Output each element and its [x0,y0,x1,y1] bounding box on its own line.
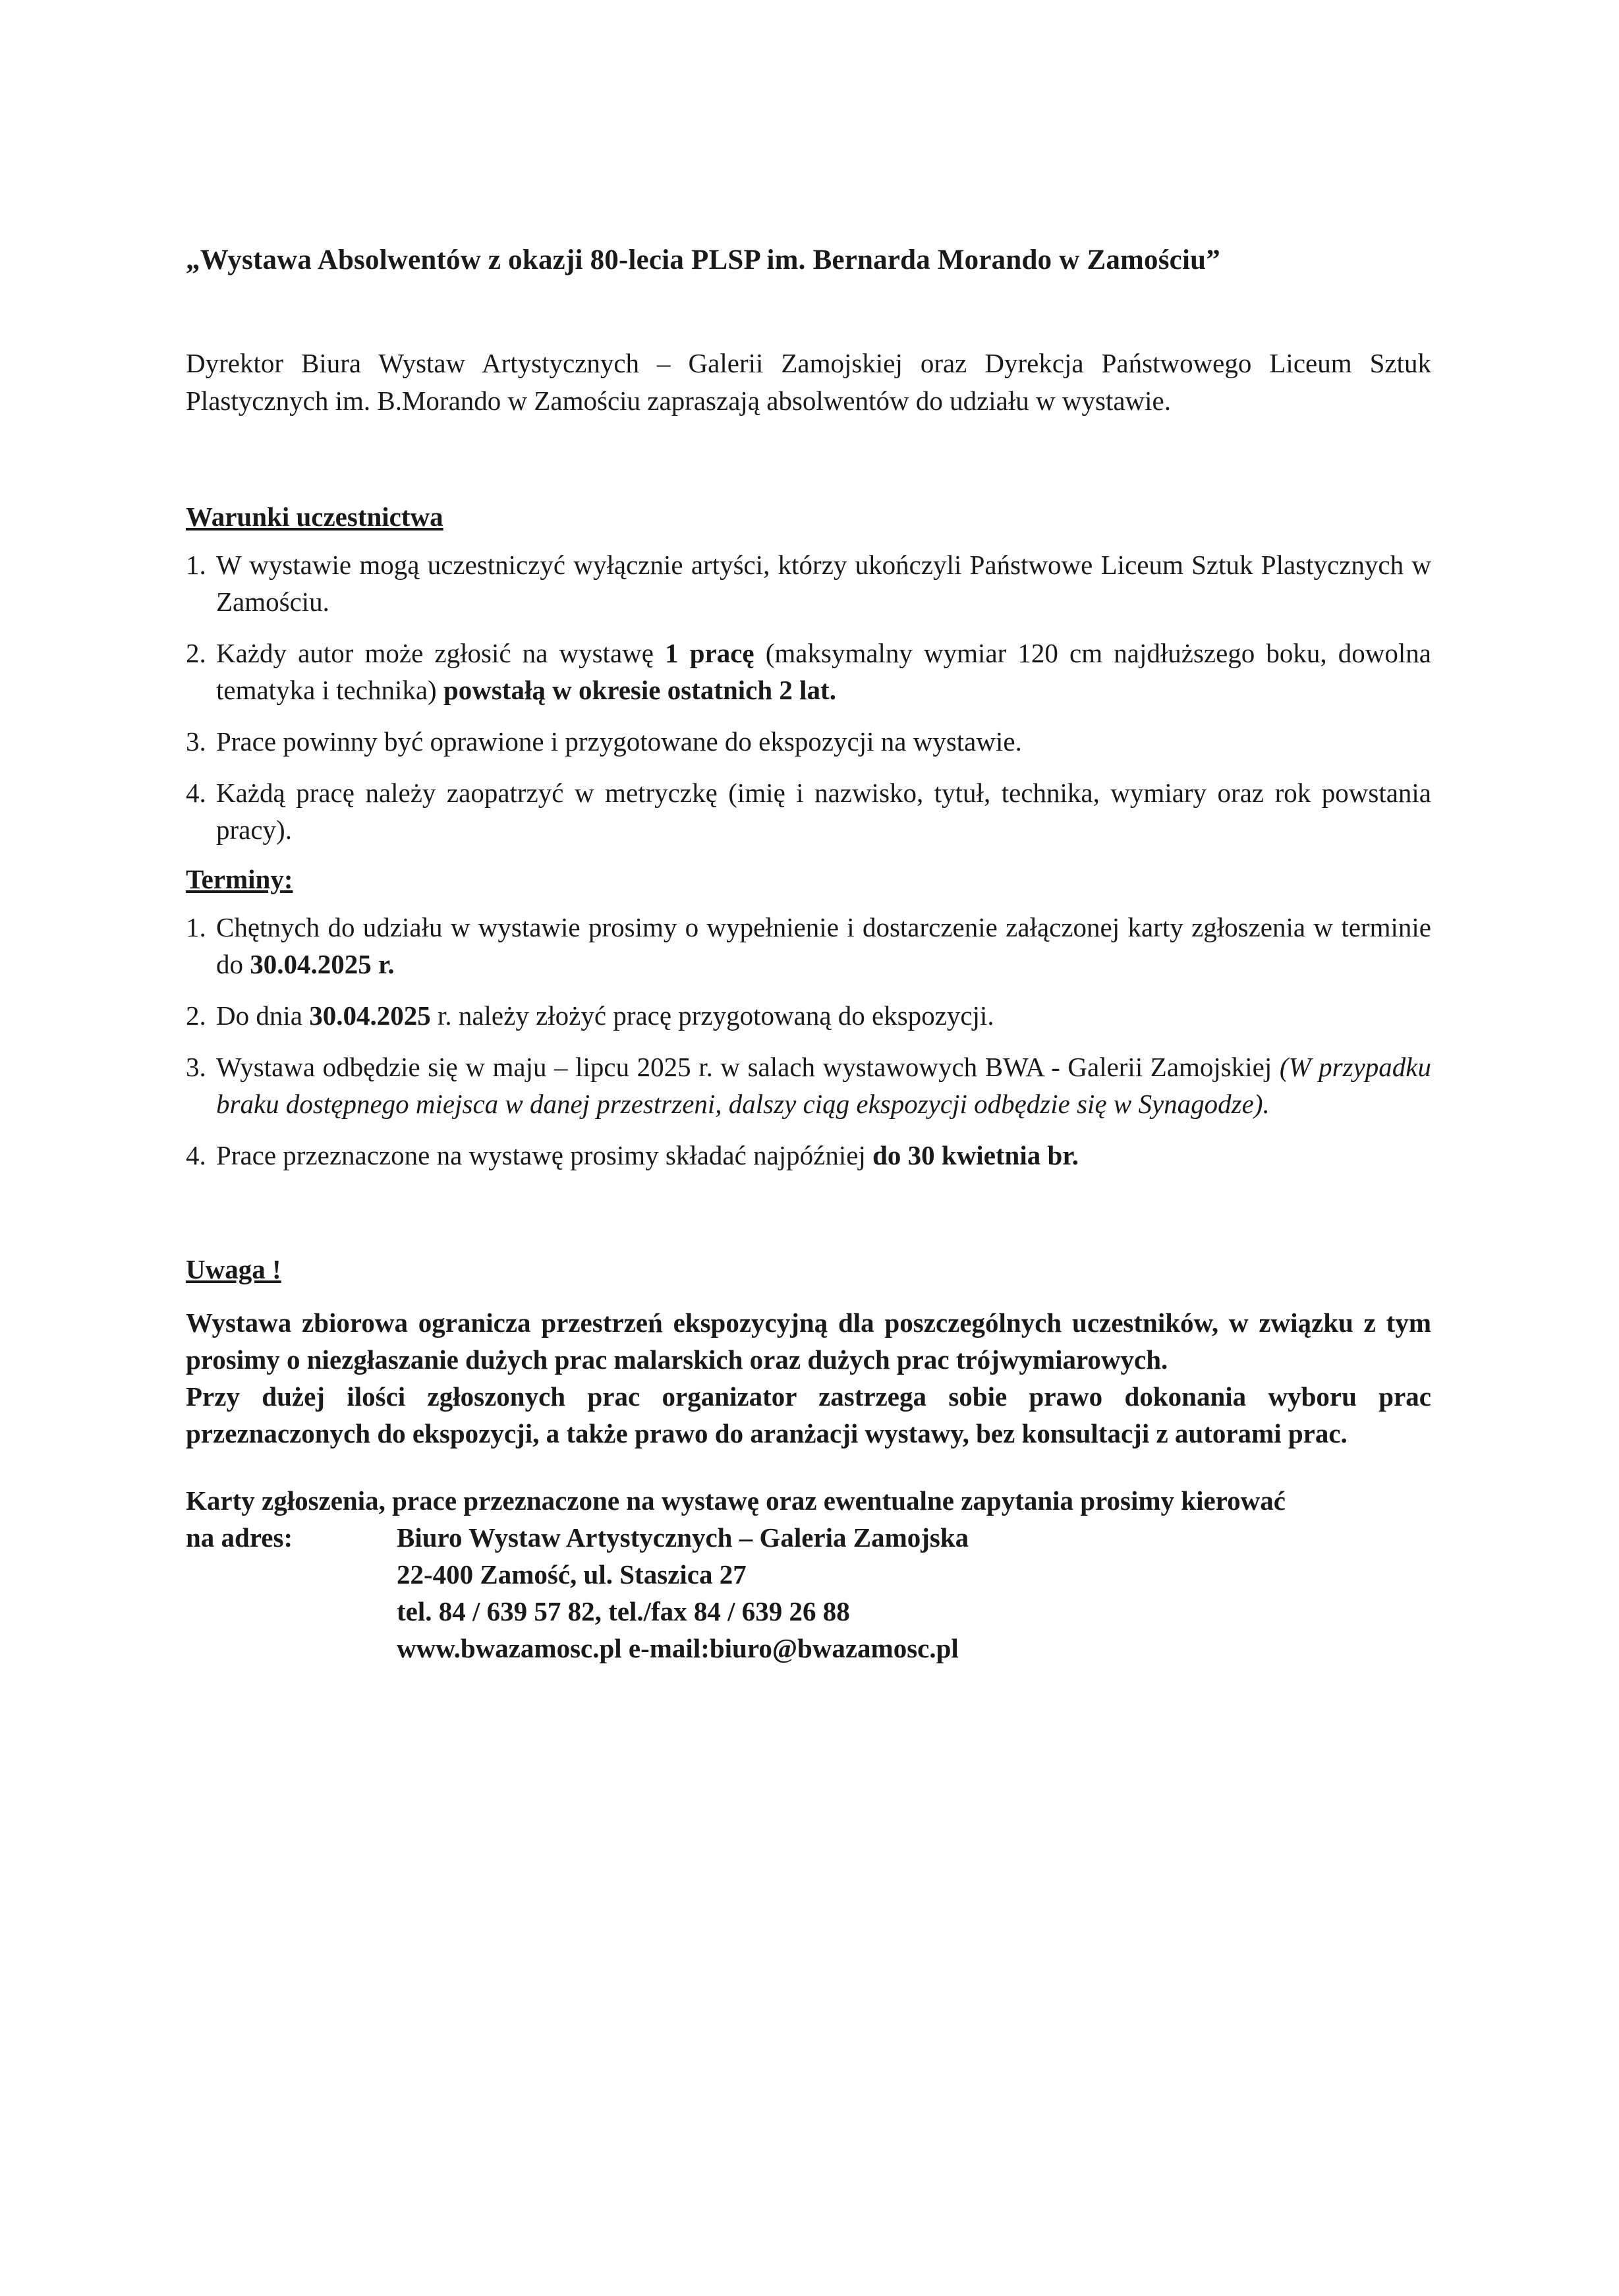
deadlines-list [186,909,1431,1174]
final-deadline: do 30 kwietnia br. [872,1140,1079,1170]
time-limit-emphasis: powstałą w okresie ostatnich 2 lat. [443,675,836,705]
condition-item-3: 3. Prace powinny być oprawione i przygotowane do ekspozycji na wystawie. [186,726,1022,757]
deadline-item-2: 2. Do dnia 30.04.2025 r. należy złożyć pracę przygotowaną do ekspozycji. [186,1000,994,1031]
application-deadline: 30.04.2025 r. [250,949,395,979]
address-lines [397,1519,1431,1667]
notice-heading: Uwaga ! [186,1254,281,1284]
single-work-emphasis: 1 pracę [665,638,754,668]
condition-item-2: 2. Każdy autor może zgłosić na wystawę 1 pracę (maksymalny wymiar 120 cm najdłuższego boku, dowolna tematyka i technika) powstałą w okresie ostatnich 2 lat. [186,638,1431,705]
condition-item-1: 1. W wystawie mogą uczestniczyć wyłącznie artyści, którzy ukończyli Państwowe Liceum Sztuk Plastycznych w Zamościu. [186,550,1431,617]
address-block [186,1519,1431,1667]
deadlines-heading: Terminy: [186,864,293,894]
conditions-heading: Warunki uczestnictwa [186,502,443,532]
deadline-item-1: 1. Chętnych do udziału w wystawie prosimy o wypełnienie i dostarczenie załączonej karty zgłoszenia w terminie do 30.04.2025 r. [186,912,1431,979]
address-label: na adres: [186,1522,293,1553]
deadline-item-3: 3. Wystawa odbędzie się w maju – lipcu 2025 r. w salach wystawowych BWA - Galerii Zamojskiej (W przypadku braku dostępnego miejsca w danej przestrzeni, dalszy ciąg ekspozycji odbędzie się w Synagodze). [186,1052,1431,1119]
address-web-email: www.bwazamosc.pl e-mail:biuro@bwazamosc.pl [397,1633,959,1663]
document-content [186,244,1431,1667]
address-phone: tel. 84 / 639 57 82, tel./fax 84 / 639 26 88 [397,1596,850,1626]
submission-deadline: 30.04.2025 [309,1000,431,1031]
address-institution: Biuro Wystaw Artystycznych – Galeria Zamojska [397,1522,969,1553]
synagogue-note: (W przypadku braku dostępnego miejsca w danej przestrzeni, dalszy ciąg ekspozycji odbędzie się w Synagodze). [216,1052,1431,1119]
notice-paragraph-1: Wystawa zbiorowa ogranicza przestrzeń ekspozycyjną dla poszczególnych uczestników, w związku z tym prosimy o niezgłaszanie dużych prac malarskich oraz dużych prac trójwymiarowych. [186,1307,1431,1375]
document-title: „Wystawa Absolwentów z okazji 80-lecia PLSP im. Bernarda Morando w Zamościu” [186,244,1220,275]
contact-lead: Karty zgłoszenia, prace przeznaczone na wystawę oraz ewentualne zapytania prosimy kierować [186,1485,1286,1516]
notice-body [186,1304,1431,1452]
conditions-list [186,546,1431,848]
intro-paragraph: Dyrektor Biura Wystaw Artystycznych – Galerii Zamojskiej oraz Dyrekcja Państwowego Liceum Sztuk Plastycznych im. B.Morando w Zamościu zapraszają absolwentów do udziału w wystawie. [186,348,1431,416]
contact-block [186,1482,1431,1667]
condition-item-4: 4. Każdą pracę należy zaopatrzyć w metryczkę (imię i nazwisko, tytuł, technika, wymiary oraz rok powstania pracy). [186,778,1431,845]
notice-paragraph-2: Przy dużej ilości zgłoszonych prac organizator zastrzega sobie prawo dokonania wyboru prac przeznaczonych do ekspozycji, a także prawo do aranżacji wystawy, bez konsultacji z autorami prac. [186,1381,1431,1449]
deadline-item-4: 4. Prace przeznaczone na wystawę prosimy składać najpóźniej do 30 kwietnia br. [186,1140,1079,1170]
address-street: 22-400 Zamość, ul. Staszica 27 [397,1559,747,1590]
